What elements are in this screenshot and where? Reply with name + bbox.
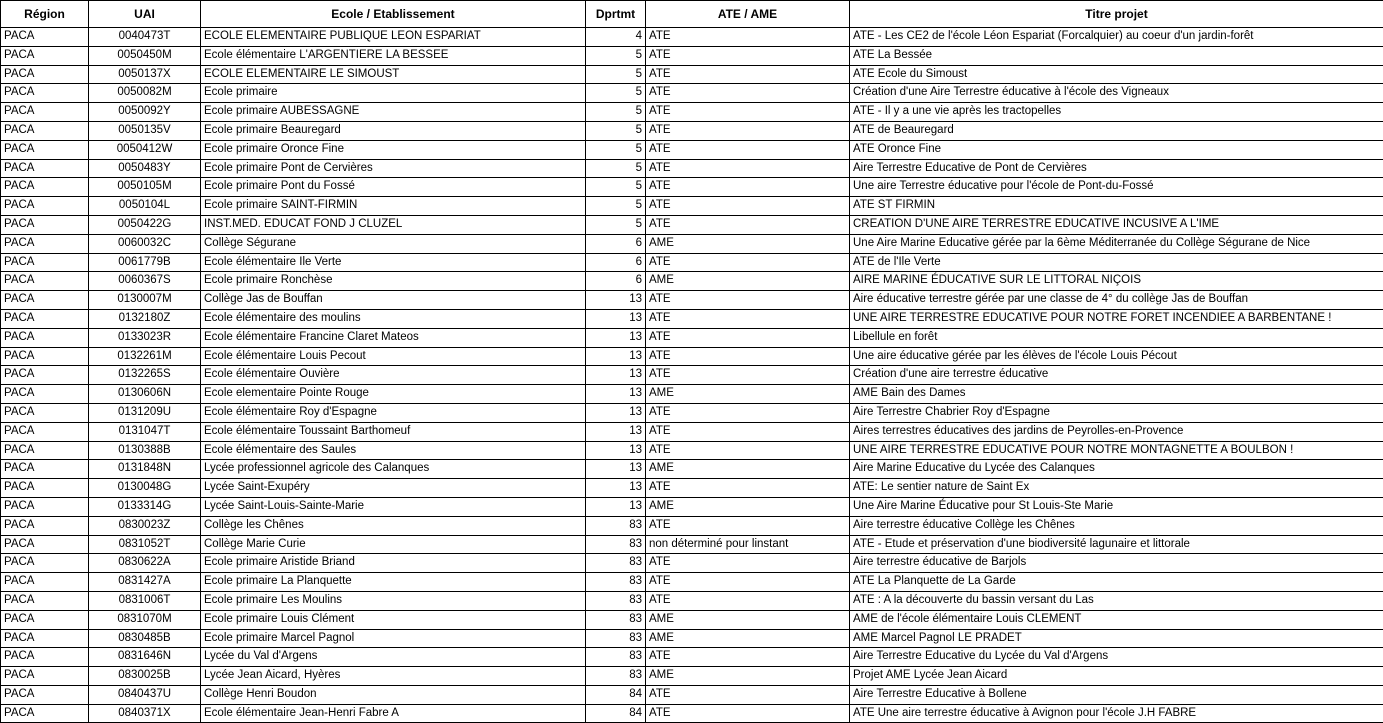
cell-ate-ame: ATE <box>646 103 850 122</box>
cell-dprtmt: 5 <box>586 215 646 234</box>
cell-ecole: Ecole primaire Oronce Fine <box>201 140 586 159</box>
cell-uai: 0840437U <box>89 685 201 704</box>
cell-titre-projet: Aire terrestre éducative Collège les Chênes <box>850 516 1383 535</box>
cell-titre-projet: AME de l'école élémentaire Louis CLEMENT <box>850 610 1383 629</box>
cell-region: PACA <box>1 272 89 291</box>
table-header <box>1 1 1383 28</box>
cell-ate-ame: ATE <box>646 309 850 328</box>
cell-ate-ame: AME <box>646 234 850 253</box>
cell-region: PACA <box>1 140 89 159</box>
cell-ecole: Ecole élémentaire L'ARGENTIERE LA BESSEE <box>201 46 586 65</box>
cell-region: PACA <box>1 234 89 253</box>
column-header-uai: UAI <box>89 1 201 28</box>
cell-ecole: ECOLE ELEMENTAIRE PUBLIQUE LEON ESPARIAT <box>201 28 586 47</box>
cell-dprtmt: 5 <box>586 178 646 197</box>
cell-region: PACA <box>1 46 89 65</box>
cell-dprtmt: 5 <box>586 46 646 65</box>
cell-dprtmt: 83 <box>586 610 646 629</box>
cell-uai: 0050092Y <box>89 103 201 122</box>
cell-titre-projet: Une aire éducative gérée par les élèves de l'école Louis Pécout <box>850 347 1383 366</box>
cell-dprtmt: 13 <box>586 309 646 328</box>
cell-region: PACA <box>1 667 89 686</box>
cell-ecole: Ecole élémentaire Jean-Henri Fabre A <box>201 704 586 723</box>
cell-ecole: Ecole primaire Les Moulins <box>201 591 586 610</box>
cell-ate-ame: AME <box>646 272 850 291</box>
cell-ecole: INST.MED. EDUCAT FOND J CLUZEL <box>201 215 586 234</box>
cell-titre-projet: Libellule en forêt <box>850 328 1383 347</box>
cell-titre-projet: ATE ST FIRMIN <box>850 197 1383 216</box>
cell-ate-ame: ATE <box>646 253 850 272</box>
cell-titre-projet: UNE AIRE TERRESTRE EDUCATIVE POUR NOTRE FORET INCENDIEE A BARBENTANE ! <box>850 309 1383 328</box>
cell-region: PACA <box>1 103 89 122</box>
cell-region: PACA <box>1 253 89 272</box>
cell-ate-ame: ATE <box>646 573 850 592</box>
cell-dprtmt: 5 <box>586 84 646 103</box>
table-row <box>1 497 1383 516</box>
table-row <box>1 554 1383 573</box>
table-row <box>1 178 1383 197</box>
cell-uai: 0831052T <box>89 535 201 554</box>
cell-titre-projet: Une aire Terrestre éducative pour l'école de Pont-du-Fossé <box>850 178 1383 197</box>
cell-dprtmt: 13 <box>586 366 646 385</box>
cell-dprtmt: 83 <box>586 629 646 648</box>
cell-titre-projet: ATE - Etude et préservation d'une biodiversité lagunaire et littorale <box>850 535 1383 554</box>
cell-ecole: Ecole primaire <box>201 84 586 103</box>
table-row <box>1 648 1383 667</box>
cell-ate-ame: ATE <box>646 291 850 310</box>
cell-ate-ame: ATE <box>646 65 850 84</box>
cell-titre-projet: Aires terrestres éducatives des jardins de Peyrolles-en-Provence <box>850 422 1383 441</box>
cell-region: PACA <box>1 648 89 667</box>
cell-uai: 0132261M <box>89 347 201 366</box>
cell-titre-projet: AME Bain des Dames <box>850 385 1383 404</box>
cell-titre-projet: Une Aire Marine Éducative pour St Louis-Ste Marie <box>850 497 1383 516</box>
cell-ecole: Ecole élémentaire Roy d'Espagne <box>201 403 586 422</box>
cell-ecole: Lycée Saint-Exupéry <box>201 479 586 498</box>
cell-uai: 0830485B <box>89 629 201 648</box>
cell-ecole: Ecole primaire SAINT-FIRMIN <box>201 197 586 216</box>
table-row <box>1 291 1383 310</box>
cell-titre-projet: ATE: Le sentier nature de Saint Ex <box>850 479 1383 498</box>
cell-uai: 0050483Y <box>89 159 201 178</box>
cell-ate-ame: ATE <box>646 159 850 178</box>
cell-region: PACA <box>1 291 89 310</box>
table-row <box>1 685 1383 704</box>
cell-region: PACA <box>1 460 89 479</box>
table-row <box>1 215 1383 234</box>
cell-ecole: Ecole élémentaire Louis Pecout <box>201 347 586 366</box>
cell-titre-projet: ATE : A la découverte du bassin versant du Las <box>850 591 1383 610</box>
cell-ecole: Ecole primaire La Planquette <box>201 573 586 592</box>
cell-titre-projet: Aire Terrestre Educative de Pont de Cervières <box>850 159 1383 178</box>
cell-titre-projet: ATE de l'Ile Verte <box>850 253 1383 272</box>
cell-dprtmt: 5 <box>586 65 646 84</box>
cell-dprtmt: 6 <box>586 272 646 291</box>
cell-ate-ame: ATE <box>646 84 850 103</box>
cell-uai: 0831427A <box>89 573 201 592</box>
cell-titre-projet: ATE de Beauregard <box>850 121 1383 140</box>
cell-dprtmt: 84 <box>586 685 646 704</box>
cell-region: PACA <box>1 178 89 197</box>
cell-titre-projet: Création d'une Aire Terrestre éducative à l'école des Vigneaux <box>850 84 1383 103</box>
cell-ecole: Lycée Saint-Louis-Sainte-Marie <box>201 497 586 516</box>
cell-titre-projet: Aire Marine Educative du Lycée des Calanques <box>850 460 1383 479</box>
cell-titre-projet: ATE - Il y a une vie après les tractopelles <box>850 103 1383 122</box>
cell-uai: 0831006T <box>89 591 201 610</box>
cell-dprtmt: 5 <box>586 159 646 178</box>
table-row <box>1 159 1383 178</box>
cell-uai: 0060367S <box>89 272 201 291</box>
cell-uai: 0050082M <box>89 84 201 103</box>
cell-ate-ame: AME <box>646 629 850 648</box>
cell-uai: 0050105M <box>89 178 201 197</box>
cell-region: PACA <box>1 28 89 47</box>
cell-ate-ame: ATE <box>646 554 850 573</box>
cell-ate-ame: ATE <box>646 366 850 385</box>
cell-ate-ame: ATE <box>646 479 850 498</box>
table-row <box>1 629 1383 648</box>
column-header-region: Région <box>1 1 89 28</box>
cell-ate-ame: ATE <box>646 347 850 366</box>
table-row <box>1 422 1383 441</box>
cell-ecole: Ecole primaire Ronchèse <box>201 272 586 291</box>
cell-dprtmt: 83 <box>586 554 646 573</box>
cell-titre-projet: Aire Terrestre Educative du Lycée du Val d'Argens <box>850 648 1383 667</box>
cell-ate-ame: AME <box>646 460 850 479</box>
table-row <box>1 403 1383 422</box>
cell-uai: 0040473T <box>89 28 201 47</box>
cell-ate-ame: ATE <box>646 140 850 159</box>
cell-region: PACA <box>1 159 89 178</box>
cell-ecole: Collège les Chênes <box>201 516 586 535</box>
table-row <box>1 347 1383 366</box>
cell-uai: 0132265S <box>89 366 201 385</box>
table-row <box>1 140 1383 159</box>
cell-region: PACA <box>1 366 89 385</box>
table-row <box>1 84 1383 103</box>
cell-region: PACA <box>1 685 89 704</box>
table-body <box>1 28 1383 723</box>
cell-ecole: Collège Jas de Bouffan <box>201 291 586 310</box>
cell-ecole: Lycée du Val d'Argens <box>201 648 586 667</box>
cell-uai: 0060032C <box>89 234 201 253</box>
cell-ate-ame: ATE <box>646 704 850 723</box>
cell-titre-projet: Aire terrestre éducative de Barjols <box>850 554 1383 573</box>
cell-region: PACA <box>1 121 89 140</box>
cell-dprtmt: 13 <box>586 403 646 422</box>
table-row <box>1 516 1383 535</box>
cell-ate-ame: ATE <box>646 215 850 234</box>
cell-ecole: Ecole primaire Beauregard <box>201 121 586 140</box>
cell-ate-ame: AME <box>646 385 850 404</box>
cell-dprtmt: 83 <box>586 648 646 667</box>
cell-region: PACA <box>1 309 89 328</box>
table-row <box>1 385 1383 404</box>
column-header-titre-projet: Titre projet <box>850 1 1383 28</box>
table-row <box>1 366 1383 385</box>
cell-ecole: Ecole primaire AUBESSAGNE <box>201 103 586 122</box>
cell-region: PACA <box>1 610 89 629</box>
table-row <box>1 441 1383 460</box>
cell-region: PACA <box>1 516 89 535</box>
cell-uai: 0133023R <box>89 328 201 347</box>
cell-ate-ame: ATE <box>646 403 850 422</box>
cell-ecole: Ecole primaire Pont du Fossé <box>201 178 586 197</box>
table-row <box>1 46 1383 65</box>
cell-region: PACA <box>1 535 89 554</box>
cell-uai: 0131209U <box>89 403 201 422</box>
cell-uai: 0831070M <box>89 610 201 629</box>
table-row <box>1 573 1383 592</box>
cell-region: PACA <box>1 554 89 573</box>
cell-uai: 0831646N <box>89 648 201 667</box>
cell-ecole: Ecole élémentaire Ouvière <box>201 366 586 385</box>
cell-uai: 0830622A <box>89 554 201 573</box>
cell-ecole: Ecole primaire Louis Clément <box>201 610 586 629</box>
cell-titre-projet: Aire Terrestre Chabrier Roy d'Espagne <box>850 403 1383 422</box>
cell-ate-ame: ATE <box>646 121 850 140</box>
table-row <box>1 272 1383 291</box>
cell-ecole: Lycée professionnel agricole des Calanques <box>201 460 586 479</box>
cell-uai: 0133314G <box>89 497 201 516</box>
cell-titre-projet: Création d'une aire terrestre éducative <box>850 366 1383 385</box>
table-row <box>1 479 1383 498</box>
cell-region: PACA <box>1 441 89 460</box>
cell-ate-ame: ATE <box>646 328 850 347</box>
cell-ate-ame: ATE <box>646 422 850 441</box>
cell-region: PACA <box>1 497 89 516</box>
cell-dprtmt: 5 <box>586 197 646 216</box>
table-row <box>1 121 1383 140</box>
cell-dprtmt: 83 <box>586 667 646 686</box>
table-row <box>1 704 1383 723</box>
cell-uai: 0050104L <box>89 197 201 216</box>
cell-titre-projet: ATE La Bessée <box>850 46 1383 65</box>
cell-region: PACA <box>1 65 89 84</box>
cell-ecole: Ecole primaire Marcel Pagnol <box>201 629 586 648</box>
cell-region: PACA <box>1 704 89 723</box>
cell-uai: 0131047T <box>89 422 201 441</box>
table-row <box>1 591 1383 610</box>
cell-ecole: Collège Henri Boudon <box>201 685 586 704</box>
cell-dprtmt: 5 <box>586 103 646 122</box>
cell-uai: 0830023Z <box>89 516 201 535</box>
cell-uai: 0132180Z <box>89 309 201 328</box>
table-row <box>1 610 1383 629</box>
table-row <box>1 535 1383 554</box>
cell-uai: 0130007M <box>89 291 201 310</box>
cell-ecole: Ecole élémentaire des moulins <box>201 309 586 328</box>
cell-dprtmt: 5 <box>586 121 646 140</box>
cell-ecole: Collège Ségurane <box>201 234 586 253</box>
cell-region: PACA <box>1 215 89 234</box>
cell-dprtmt: 13 <box>586 497 646 516</box>
cell-ecole: Ecole élémentaire Ile Verte <box>201 253 586 272</box>
cell-dprtmt: 13 <box>586 422 646 441</box>
cell-uai: 0050422G <box>89 215 201 234</box>
cell-ecole: Ecole elementaire Pointe Rouge <box>201 385 586 404</box>
cell-titre-projet: AIRE MARINE ÉDUCATIVE SUR LE LITTORAL NIÇOIS <box>850 272 1383 291</box>
cell-dprtmt: 83 <box>586 535 646 554</box>
cell-titre-projet: CREATION D'UNE AIRE TERRESTRE EDUCATIVE INCUSIVE A L'IME <box>850 215 1383 234</box>
cell-titre-projet: ATE Ecole du Simoust <box>850 65 1383 84</box>
cell-ate-ame: AME <box>646 667 850 686</box>
column-header-dprtmt: Dprtmt <box>586 1 646 28</box>
cell-uai: 0830025B <box>89 667 201 686</box>
cell-dprtmt: 13 <box>586 460 646 479</box>
cell-ate-ame: ATE <box>646 685 850 704</box>
cell-dprtmt: 13 <box>586 441 646 460</box>
column-header-ate-ame: ATE / AME <box>646 1 850 28</box>
table-row <box>1 234 1383 253</box>
cell-ate-ame: ATE <box>646 516 850 535</box>
cell-ate-ame: ATE <box>646 197 850 216</box>
cell-ate-ame: ATE <box>646 441 850 460</box>
cell-ate-ame: ATE <box>646 28 850 47</box>
table-header-row <box>1 1 1383 28</box>
cell-region: PACA <box>1 591 89 610</box>
cell-uai: 0061779B <box>89 253 201 272</box>
cell-ecole: Ecole élémentaire Francine Claret Mateos <box>201 328 586 347</box>
cell-ecole: Lycée Jean Aicard, Hyères <box>201 667 586 686</box>
cell-ecole: ECOLE ELEMENTAIRE LE SIMOUST <box>201 65 586 84</box>
cell-uai: 0050135V <box>89 121 201 140</box>
cell-dprtmt: 83 <box>586 591 646 610</box>
cell-uai: 0131848N <box>89 460 201 479</box>
cell-region: PACA <box>1 197 89 216</box>
cell-region: PACA <box>1 347 89 366</box>
cell-ate-ame: non déterminé pour linstant <box>646 535 850 554</box>
cell-ate-ame: AME <box>646 610 850 629</box>
cell-uai: 0050137X <box>89 65 201 84</box>
cell-region: PACA <box>1 573 89 592</box>
cell-region: PACA <box>1 84 89 103</box>
cell-titre-projet: Aire Terrestre Educative à Bollene <box>850 685 1383 704</box>
cell-ate-ame: ATE <box>646 648 850 667</box>
cell-dprtmt: 13 <box>586 479 646 498</box>
cell-ate-ame: ATE <box>646 178 850 197</box>
cell-titre-projet: Une Aire Marine Educative gérée par la 6ème Méditerranée du Collège Ségurane de Nice <box>850 234 1383 253</box>
cell-uai: 0130048G <box>89 479 201 498</box>
cell-dprtmt: 13 <box>586 328 646 347</box>
cell-ate-ame: ATE <box>646 46 850 65</box>
cell-ate-ame: ATE <box>646 591 850 610</box>
cell-ecole: Ecole primaire Pont de Cervières <box>201 159 586 178</box>
cell-dprtmt: 5 <box>586 140 646 159</box>
table-row <box>1 309 1383 328</box>
cell-titre-projet: Projet AME Lycée Jean Aicard <box>850 667 1383 686</box>
cell-titre-projet: ATE Oronce Fine <box>850 140 1383 159</box>
cell-uai: 0130606N <box>89 385 201 404</box>
cell-region: PACA <box>1 479 89 498</box>
cell-region: PACA <box>1 403 89 422</box>
table-row <box>1 65 1383 84</box>
cell-dprtmt: 83 <box>586 516 646 535</box>
cell-ecole: Collège Marie Curie <box>201 535 586 554</box>
cell-dprtmt: 13 <box>586 291 646 310</box>
cell-region: PACA <box>1 422 89 441</box>
cell-titre-projet: ATE La Planquette de La Garde <box>850 573 1383 592</box>
cell-dprtmt: 83 <box>586 573 646 592</box>
cell-ecole: Ecole primaire Aristide Briand <box>201 554 586 573</box>
column-header-ecole: Ecole / Etablissement <box>201 1 586 28</box>
table-row <box>1 103 1383 122</box>
cell-dprtmt: 13 <box>586 385 646 404</box>
cell-titre-projet: ATE - Les CE2 de l'école Léon Espariat (Forcalquier) au coeur d'un jardin-forêt <box>850 28 1383 47</box>
cell-uai: 0840371X <box>89 704 201 723</box>
cell-uai: 0050450M <box>89 46 201 65</box>
cell-dprtmt: 6 <box>586 234 646 253</box>
cell-region: PACA <box>1 629 89 648</box>
cell-dprtmt: 13 <box>586 347 646 366</box>
cell-region: PACA <box>1 385 89 404</box>
table-row <box>1 328 1383 347</box>
cell-dprtmt: 4 <box>586 28 646 47</box>
cell-titre-projet: ATE Une aire terrestre éducative à Avignon pour l'école J.H FABRE <box>850 704 1383 723</box>
cell-dprtmt: 84 <box>586 704 646 723</box>
cell-region: PACA <box>1 328 89 347</box>
table-row <box>1 197 1383 216</box>
cell-titre-projet: UNE AIRE TERRESTRE EDUCATIVE POUR NOTRE MONTAGNETTE A BOULBON ! <box>850 441 1383 460</box>
cell-uai: 0130388B <box>89 441 201 460</box>
cell-ate-ame: AME <box>646 497 850 516</box>
cell-titre-projet: AME Marcel Pagnol LE PRADET <box>850 629 1383 648</box>
table-row <box>1 460 1383 479</box>
cell-titre-projet: Aire éducative terrestre gérée par une classe de 4° du collège Jas de Bouffan <box>850 291 1383 310</box>
cell-dprtmt: 6 <box>586 253 646 272</box>
table-row <box>1 667 1383 686</box>
table-row <box>1 253 1383 272</box>
cell-ecole: Ecole élémentaire Toussaint Barthomeuf <box>201 422 586 441</box>
table-row <box>1 28 1383 47</box>
cell-ecole: Ecole élémentaire des Saules <box>201 441 586 460</box>
cell-uai: 0050412W <box>89 140 201 159</box>
